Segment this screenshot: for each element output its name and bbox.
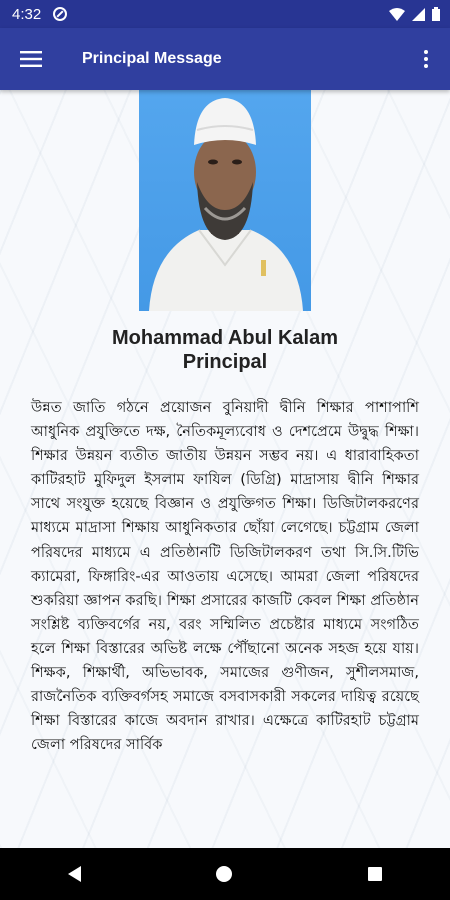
recent-apps-icon[interactable] [368, 867, 382, 881]
principal-portrait [139, 90, 311, 311]
principal-message-text: উন্নত জাতি গঠনে প্রয়োজন বুনিয়াদী দ্বীনি শিক্ষার পাশাপাশি আধুনিক প্রযুক্তিতে দক্ষ, নৈতিকমূল্যবোধ ও দেশপ্রেমে উদ্বুদ্ধ শিক্ষা। শিক্ষার উন্নয়ন ব্যতীত জাতীয় উন্নয়ন সম্ভব নয়। এ ধারাবাহিকতা কাটিরহাট মুফিদুল ইসলাম ফাযিল (ডিগ্রি) মাদ্রাসায় দ্বীনি শিক্ষার সাথে সংযুক্ত হয়েছে বিজ্ঞান ও প্রযুক্তিগত শিক্ষা। ডিজিটালকরণের মাধ্যমে মাদ্রাসা শিক্ষায় আধুনিকতার ছোঁয়া লেগেছে। চট্টগ্রাম জেলা পরিষদের মাধ্যমে এ প্রতিষ্ঠানটি ডিজিটালকরণ তথা সি.সি.টিভি ক্যামেরা, ফিঙ্গারিং-এর আওতায় এসেছে। আমরা জেলা পরিষদের শুকরিয়া জ্ঞাপন করছি। শিক্ষা প্রসারের কাজটি কেবল শিক্ষা প্রতিষ্ঠান সংশ্লিষ্ট ব্যক্তিবর্গের নয়, বরং সম্মিলিত প্রচেষ্টার মাধ্যমে সংগঠিত হলে শিক্ষা বিস্তারের অভিষ্ট লক্ষে পৌঁছানো অনেক সহজ হয়ে যায়। শিক্ষক, শিক্ষার্থী, অভিভাবক, সমাজের গুণীজন, সুশীলসমাজ, রাজনৈতিক ব্যক্তিবর্গসহ সমাজে বসবাসকারী সকলের দায়িত্ব রয়েছে শিক্ষা বিস্তারের কাজে অবদান রাখার। এক্ষেত্রে কাটিরহাট চট্টগ্রাম জেলা পরিষদের সার্বিক [31, 399, 420, 754]
signal-icon [412, 8, 425, 21]
wifi-icon [389, 8, 405, 21]
page-title: Principal Message [82, 50, 222, 67]
system-navigation-bar [0, 848, 450, 900]
content-area[interactable] [0, 90, 450, 848]
app-bar [0, 28, 450, 90]
status-icons [389, 7, 440, 21]
menu-button[interactable] [0, 28, 62, 90]
principal-role: Principal [182, 351, 268, 373]
do-not-disturb-icon [53, 7, 67, 21]
more-vert-icon [424, 50, 428, 68]
principal-name: Mohammad Abul Kalam [112, 327, 338, 349]
status-bar [0, 0, 450, 28]
home-icon[interactable] [216, 866, 232, 882]
status-time: 4:32 [12, 5, 42, 23]
back-icon[interactable] [68, 866, 81, 882]
battery-icon [432, 7, 440, 21]
principal-photo [139, 90, 311, 311]
more-options-button[interactable] [402, 28, 450, 90]
hamburger-menu-icon [20, 51, 42, 67]
